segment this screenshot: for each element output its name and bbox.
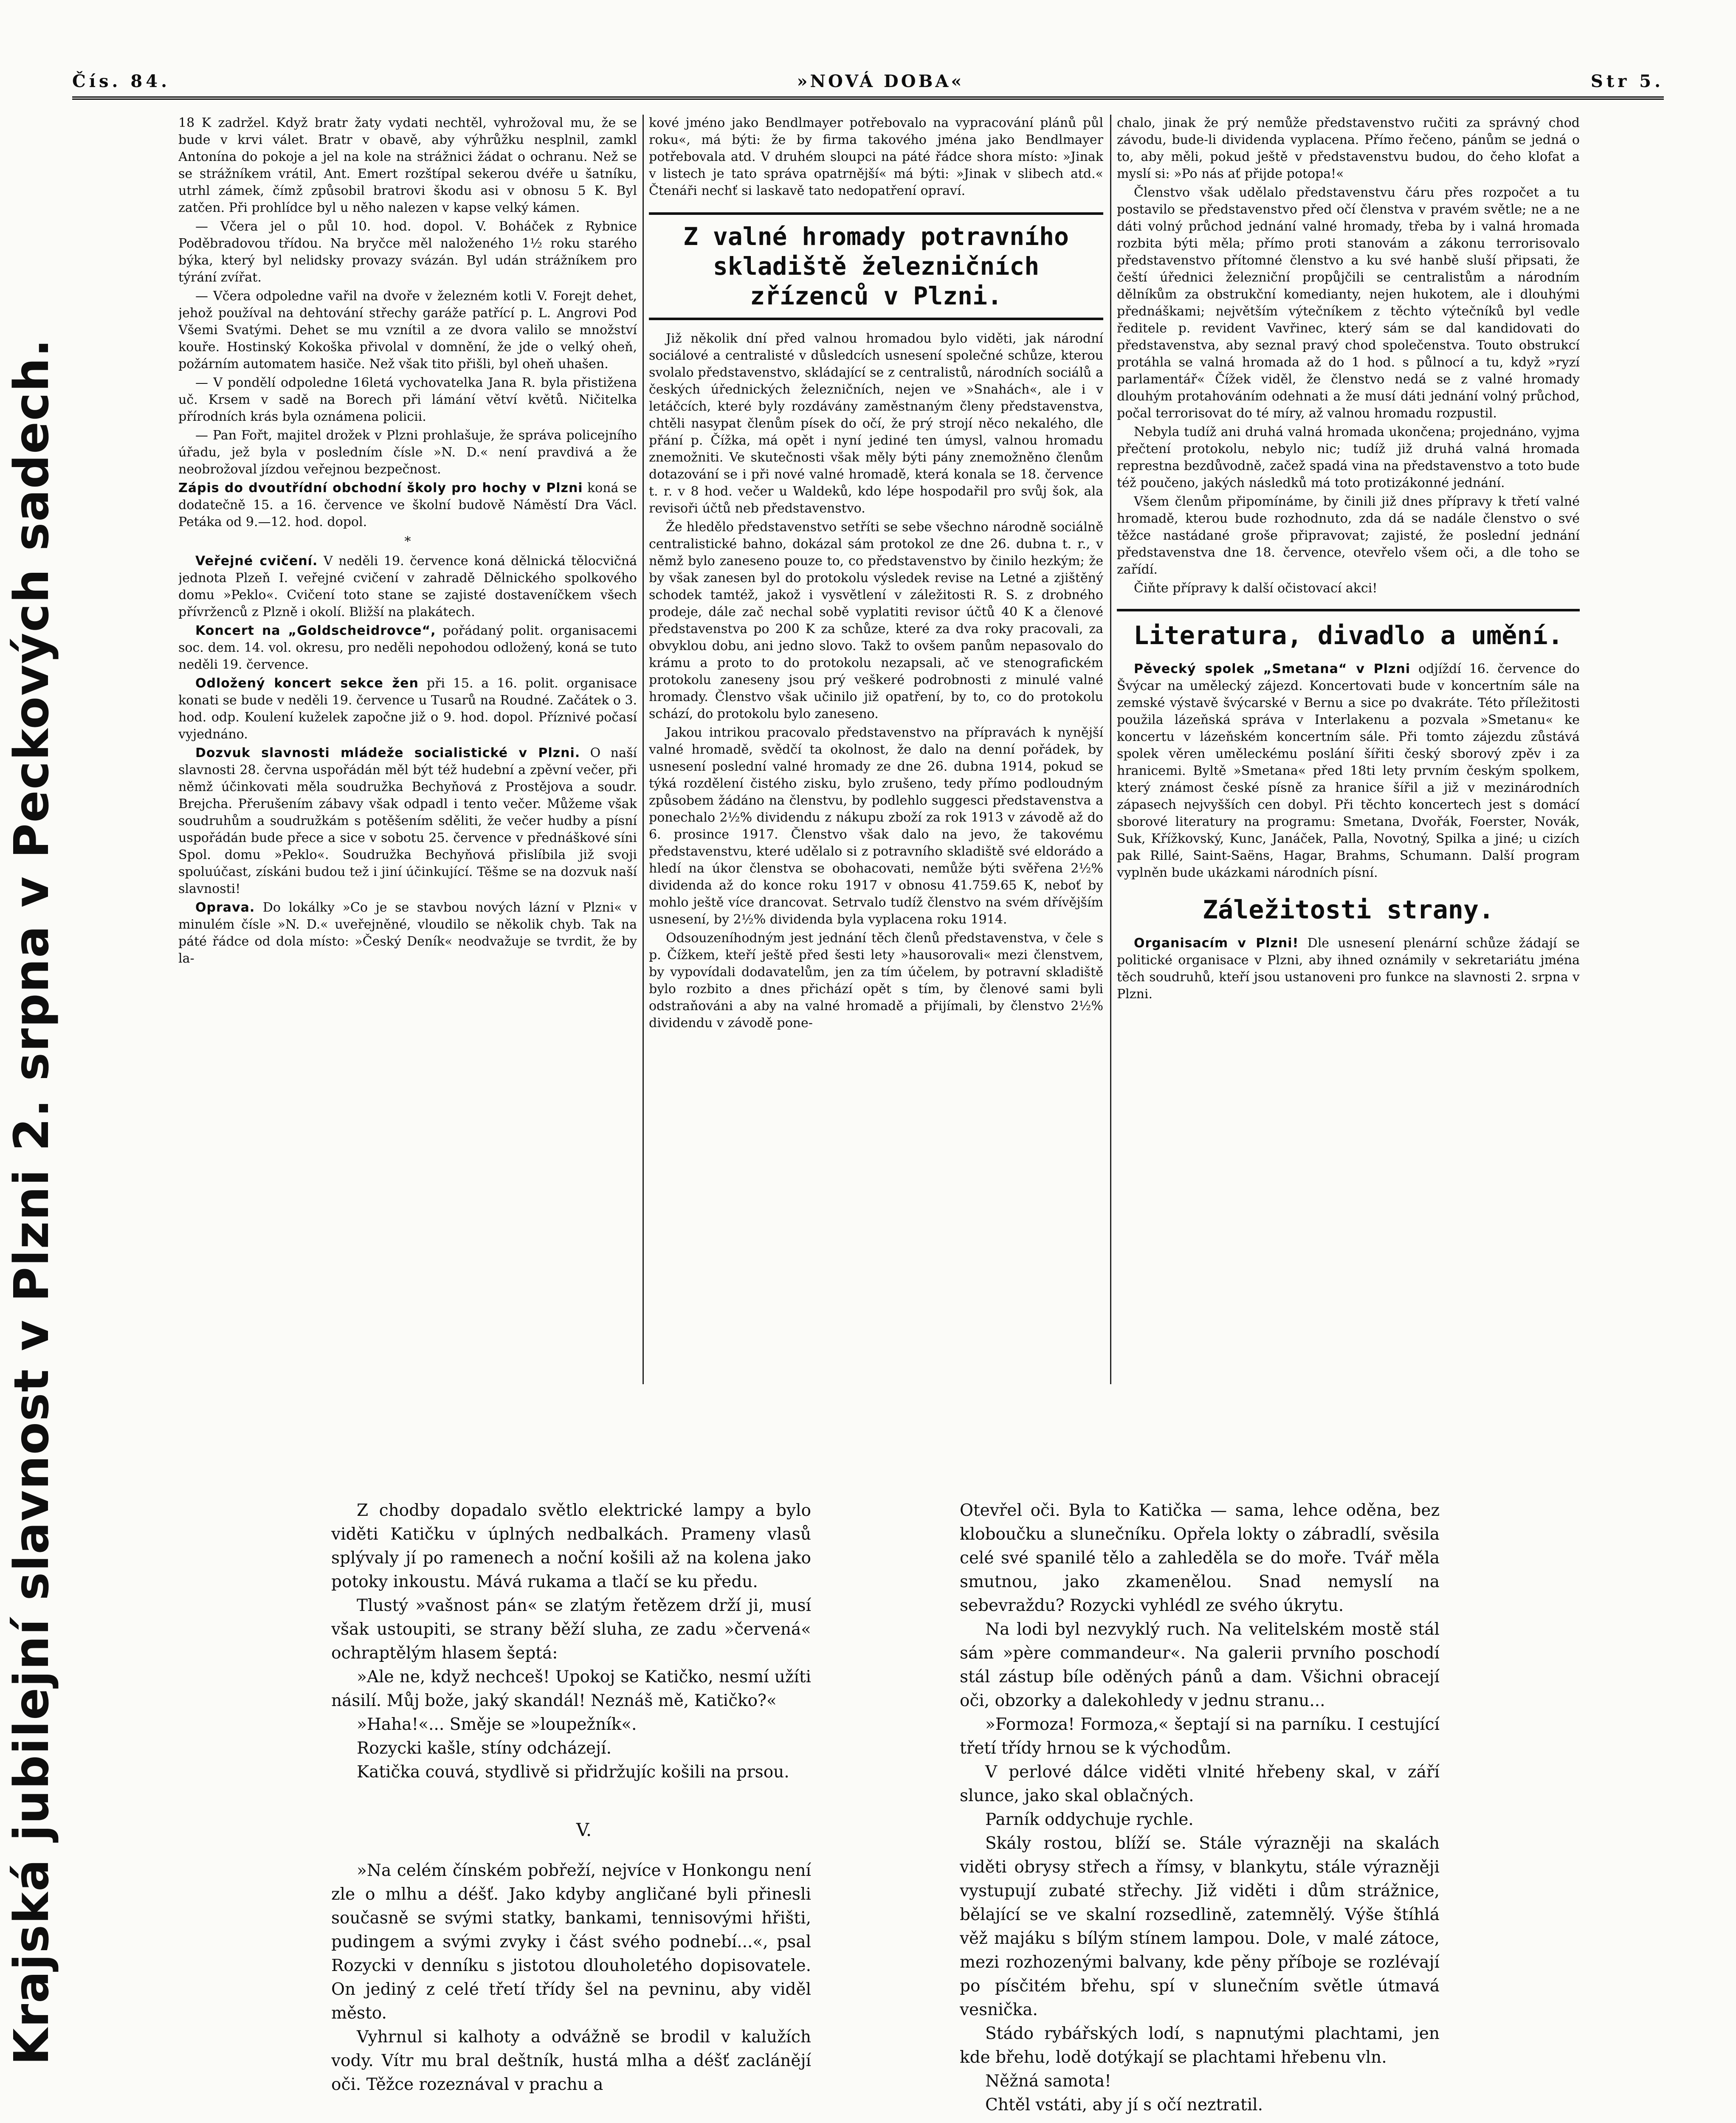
paragraph-text: Vyhrnul si kalhoty a odvážně se brodil v kalužích vody. Vítr mu bral deštník, hustá mlha a déšť zaclánějí oči. Těžce rozeznával v prachu a <box>331 2027 811 2094</box>
paragraph <box>178 374 637 425</box>
paragraph <box>1117 661 1580 881</box>
side-banner <box>0 0 64 2123</box>
paragraph-text: — V pondělí odpoledne 16letá vychovatelka Jana R. byla přistižena uč. Krsem v sadě na Borech při lámání větví květů. Ničitelka přírodních krás byla oznámena policii. <box>178 375 637 424</box>
feuilleton-left-column <box>331 1499 811 2123</box>
paragraph <box>178 622 637 673</box>
paragraph <box>960 1618 1440 1713</box>
paragraph-lead: Organisacím v Plzni! <box>1134 936 1299 951</box>
paragraph <box>960 2093 1440 2117</box>
paragraph-text: Skály rostou, blíží se. Stále výrazněji na skalách viděti obrysy střech a římsy, v blankytu, stále výrazněji vystupují zubaté střechy. Již viděti i dům strážnice, bělající se ve skalní rozsedlině, zatemnělý. Výše štíhlá věž majáku s bílým stínem lampou. Dole, v malé zátoce, mezi rozhozenými balvany, kde pěny příboje se rozlévají po písčitém břehu, spí v slunečním světle útmavá vesnička. <box>960 1834 1440 2019</box>
paragraph-text: Do lokálky »Co je se stavbou nových lázní v Plzni« v minulém čísle »N. D.« uveřejněné, vloudilo se několik chyb. Tak na páté řádce od dola místo: »Český Deník« neodvažuje se tvrdit, že by la- <box>178 900 637 966</box>
paragraph <box>649 930 1103 1032</box>
paragraph-text: Odsouzeníhodným jest jednání těch členů představenstva, v čele s p. Čížkem, kteří ještě před šesti lety »hausorovali« mezi členstvem, by vypovídali dodavatelům, jen za tím účelem, by potravní skladiště bylo rozbito a dnes přichází opět s tím, by členové sami byli odstraňováni a aby na valné hromadě a přijímali, by členstvo 2½% dividendu v závodě pone- <box>649 931 1103 1031</box>
paragraph <box>649 519 1103 723</box>
paragraph-text: — Pan Fořt, majitel drožek v Plzni prohlašuje, že správa policejního úřadu, jež byla v posledním čísle »N. D.« není pravdivá a že neobrožoval jízdou veřejnou bezpečnost. <box>178 428 637 477</box>
paragraph <box>649 724 1103 928</box>
paragraph-text: Že hledělo představenstvo setříti se sebe všechno národně sociálně centralistické bahno, dokázal sám protokol ze dne 26. dubna t. r., v němž bylo zaneseno pouze to, co představenstvo by činilo hezkým; že by však zanesen byl do protokolu výsledek revise na Letné a zjištěný schodek tamtéž, jakož i vysvětlení v záležitosti R. S. z drobného prodeje, dále zač nechal sobě vyplatiti revisor účtů 40 K a členové představenstva po 200 K za schůze, které za dva roky pracovali, za obvyklou dobu, ani jedno slovo. Takž to ovšem panům nepasovalo do krámu a proto to do protokolu nezapsali, ač ve stenografickém protokolu zaneseny jsou prý veškeré podrobnosti z minulé valné hromady. Členstvo však učinilo již opatření, by to, co do protokolu schází, do protokolu bylo zaneseno. <box>649 520 1103 721</box>
paragraph <box>331 1737 811 1760</box>
paragraph-text: Čiňte přípravy k další očistovací akci! <box>1134 581 1378 596</box>
paragraph <box>1117 424 1580 492</box>
paragraph-text: kové jméno jako Bendlmayer potřebovalo na vypracování plánů půl roku«, má býti: že by firma takového jména jako Bendlmayer potřebovala atd. V druhém sloupci na páté řádce shora místo: »Jinak v listech je tato správa opatrnější« má býti: »Jinak v slibech atd.« Čtenáři nechť si laskavě tato nedopatření opraví. <box>649 115 1103 198</box>
page-number: Str 5. <box>1590 71 1664 91</box>
paragraph-lead: Pěvecký spolek „Smetana“ v Plzni <box>1134 662 1411 676</box>
chapter-number: V. <box>576 1819 592 1840</box>
separator-asterisk: * <box>404 534 411 549</box>
paragraph-text: Již několik dní před valnou hromadou bylo viděti, jak národní sociálové a centralisté v důsledcích usnesení společné schůze, kterou svolalo představenstvo, skládající se z centralistů, národních sociálů a českých úřednických železničních, nejen ve »Snahách«, ale i v letáčcích, které byly rozdávány zaměstnaným členy představenstva, chtěli nasypat členům písek do očí, že prý strojí něco nekalého, dle přání p. Čížka, má opět i nyní jediné ten úmysl, valnou hromadu znemožniti. Ve skutečnosti však měly býti pány znemožněno členům dotazování se i při nové valné hromadě, která konala se 18. července t. r. v 8 hod. večer u Waldeků, kdo lépe hospodařil pro svůj šok, ala revisoři účtů neb představenstvo. <box>649 331 1103 516</box>
paragraph-text: »Haha!«... Směje se »loupežník«. <box>357 1715 637 1734</box>
column-rule <box>1110 115 1111 1384</box>
paragraph <box>178 553 637 621</box>
paragraph-text: — Včera jel o půl 10. hod. dopol. V. Boháček z Rybnice Poděbradovou třídou. Na bryčce měl naloženého 1½ roku starého býka, který byl nelidsky provazy svázán. Byl udán strážníkem pro týrání zvířat. <box>178 219 637 285</box>
paragraph <box>331 1713 811 1737</box>
news-column-2 <box>649 115 1103 1384</box>
paragraph <box>960 1713 1440 1760</box>
paragraph-text: Chtěl vstáti, aby jí s očí neztratil. <box>985 2095 1263 2115</box>
paragraph-text: Stádo rybářských lodí, s napnutými plachtami, jen kde břehu, lodě dotýkají se plachtami hřebenu vln. <box>960 2024 1440 2067</box>
paragraph-text: V perlové dálce viděti vlnité hřebeny skal, v září slunce, jako skal oblačných. <box>960 1763 1440 1805</box>
newspaper-title: »NOVÁ DOBA« <box>797 71 964 91</box>
paragraph <box>178 115 637 217</box>
paragraph <box>331 1594 811 1665</box>
news-column-1 <box>178 115 637 1384</box>
paragraph-text: Nebyla tudíž ani druhá valná hromada ukončena; projednáno, vyjma přečtení protokolu, nebylo nic; tudíž již druhá valná hromada represtna bezdůvodně, začež spadá vina na představenstvo a toto bude též poučeno, jakých následků má toto protizákonné jednání. <box>1117 425 1580 490</box>
paragraph-text: chalo, jinak že prý nemůže představenstvo ručiti za správný chod závodu, bude-li dividenda vyplacena. Přímo řečeno, pánům se jedná o to, aby měli, pokud ještě v představenstvu budou, do čeho klofat a myslí si: »Po nás ať přijde potopa!« <box>1117 115 1580 181</box>
paragraph <box>178 427 637 478</box>
paragraph <box>960 1832 1440 2022</box>
paragraph-text: O naší slavnosti 28. června uspořádán měl být též hudební a zpěvní večer, při němž účinkovati měla soudružka Bechyňová z Prostějova a soudr. Brejcha. Přerušením zábavy však odpadl i tento večer. Můžeme však soudruhům a soudružkám s potěšením sděliti, že večer hudby a písní uspořádán bude přece a sice v sobotu 25. července v přednáškové síni Spol. domu »Peklo«. Soudružka Bechyňová přislíbila již svoji spoluúčast, získáni budou tež i jiní účinkující. Těšme se na dozvuk naší slavnosti! <box>178 746 637 896</box>
paragraph-text: »Na celém čínském pobřeží, nejvíce v Honkongu není zle o mlhu a déšť. Jako kdyby angličané byli přinesli současně se svými statky, bankami, tennisovými hřišti, pudingem a svými zvyky i část svého podnebí...«, psal Rozycki v denníku s jistotou dlouholetého dopisovatele. On jediný z celé třetí třídy šel na pevninu, aby viděl město. <box>331 1861 811 2023</box>
section-headline: Záležitosti strany. <box>1202 895 1494 925</box>
paragraph <box>649 330 1103 517</box>
news-column-3 <box>1117 115 1580 1384</box>
paragraph <box>960 2022 1440 2070</box>
paragraph-text: Otevřel oči. Byla to Katička — sama, lehce oděna, bez kloboučku a slunečníku. Opřela lokty o zábradlí, svěsila celé své spanilé tělo a zahleděla se do moře. Tvář měla smutnou, jako zkamenělou. Snad nemyslí na sebevraždu? Rozycki vyhlédl ze svého úkrytu. <box>960 1501 1440 1615</box>
paragraph-text: — Včera odpoledne vařil na dvoře v železném kotli V. Forejt dehet, jehož používal na dehtování střechy garáže patřící p. L. Angrovi Pod Všemi Svatými. Dehet se mu vznítil a ze dvora valilo se množství kouře. Hostinský Kokoška přivolal v domnění, že jde o velký oheň, požárním automatem hasiče. Než však tito přišli, byl oheň uhašen. <box>178 289 637 372</box>
paragraph-text: pořádaný polit. organisacemi soc. dem. 14. vol. okresu, pro neděli nepohodou odložený, koná se tuto neděli 19. července. <box>178 623 637 672</box>
paragraph <box>178 745 637 898</box>
side-banner-text: Krajská jubilejní slavnost v Plzni 2. srpna v Peckových sadech. <box>4 338 59 2065</box>
paragraph <box>178 899 637 967</box>
paragraph-text: »Ale ne, když nechceš! Upokoj se Katičko, nesmí užíti násilí. Můj bože, jaký skandál! Neznáš mě, Katičko?« <box>331 1667 811 1710</box>
paragraph-text: Katička couvá, stydlivě si přidržujíc košili na prsou. <box>357 1763 789 1782</box>
paragraph-text: Dle usnesení plenární schůze žádají se politické organisace v Plzni, aby ihned oznámily v sekretariátu jména těch soudruhů, kteří jsou ustanoveni pro funkce na slavnosti 2. srpna v Plzni. <box>1117 936 1580 1002</box>
paragraph <box>178 480 637 531</box>
paragraph <box>331 1665 811 1713</box>
paragraph <box>1117 493 1580 578</box>
paragraph <box>331 1859 811 2025</box>
paragraph-text: 18 K zadržel. Když bratr žaty vydati nechtěl, vyhrožoval mu, že se bude v krvi válet. Bratr v obavě, aby výhrůžku nesplnil, zamkl Antonína do pokoje a jel na kole na strážnici žádat o ochranu. Než se se strážníkem vrátil, Ant. Emert rozštípal sekerou dvéře u šatníku, utrhl zámek, čímž způsobil bratrovi škodu asi v obnosu 5 K. Byl zatčen. Při prohlídce byl u něho nalezen v kapse velký kámen. <box>178 115 637 215</box>
paragraph <box>178 675 637 743</box>
paragraph <box>331 1760 811 1784</box>
article-headline: Z valné hromady potravního skladiště železničních zřízenců v Plzni. <box>649 212 1103 320</box>
paragraph <box>331 1499 811 1594</box>
paragraph <box>960 2070 1440 2093</box>
paragraph <box>331 2025 811 2097</box>
paragraph-text: Všem členům připomínáme, by činili již dnes přípravy k třetí valné hromadě, kterou bude rozhodnuto, zda dá se nadále členstvo o své těžce nastádané groše připravovat; zajisté, že poslední jednání představenstva dne 18. července, otevřelo všem oči, a dle toho se zařídí. <box>1117 494 1580 577</box>
paragraph-text: Členstvo však udělalo představenstvu čáru přes rozpočet a tu postavilo se představenstvo před očí členstva v pravém světle; ne a ne dáti volný průchod jednání valné hromady, třeba by i valná hromada rozbita býti měla; přímo proti stanovám a zákonu terrorisovalo představenstvo přítomné členstvo a ku své hanbě sluší připsati, že čeští úřednici železniční propůjčili se centralistům a národním dělníkům za obstrukční komedianty, nejen hukotem, ale i dlouhými přednáškami; největším výtečníkem z těchto výtečníků byl vedle ředitele p. revident Vavřinec, který sám se dal kandidovati do představenstva, aby seznal pravý chod společenstva. Touto obstrukcí protáhla se valná hromada až do 1 hod. s půlnocí a tu, když »ryzí parlamentář« Čížek viděl, že členstvo nedá se z valné hromady dlouhým protahováním odehnati a že musí dáti jednání volný průchod, počal terrorisovat do té míry, až valnou hromadu rozpustil. <box>1117 185 1580 421</box>
paragraph <box>960 1760 1440 1808</box>
paragraph-lead: Veřejné cvičení. <box>195 554 318 569</box>
paragraph <box>960 1499 1440 1618</box>
page-header <box>72 62 1664 100</box>
paragraph <box>1117 115 1580 183</box>
paragraph-text: Rozycki kašle, stíny odcházejí. <box>357 1739 612 1758</box>
column-rule <box>643 115 644 1384</box>
paragraph-text: Parník oddychuje rychle. <box>985 1810 1194 1829</box>
paragraph-text: Z chodby dopadalo světlo elektrické lampy a bylo viděti Katičku v úplných nedbalkách. Prameny vlasů splývaly jí po ramenech a noční košili až na kolena jako potoky inkoustu. Mává rukama a tlačí se ku předu. <box>331 1501 811 1591</box>
paragraph <box>178 218 637 286</box>
paragraph-lead: Oprava. <box>195 900 255 915</box>
paragraph <box>1117 580 1580 597</box>
paragraph-text: při 15. a 16. polit. organisace konati se bude v neděli 19. července u Tusarů na Roudné. Začátek o 3. hod. odp. Koulení kuželek započne již o 9. hod. dopol. Příznivé počasí vyjednáno. <box>178 676 637 742</box>
paragraph-lead: Odložený koncert sekce žen <box>195 676 419 691</box>
feuilleton-right-column <box>960 1499 1440 2123</box>
paragraph-text: »Formoza! Formoza,« šeptají si na parníku. I cestující třetí třídy hrnou se k východům. <box>960 1715 1440 1758</box>
section-headline: Literatura, divadlo a umění. <box>1117 609 1580 652</box>
paragraph-text: Tlustý »vašnost pán« se zlatým řetězem drží ji, musí však ustoupiti, se strany běží sluha, ze zadu »červená« ochraptělým hlasem šeptá: <box>331 1596 811 1663</box>
paragraph-lead: Koncert na „Goldscheidrovce“, <box>195 623 436 638</box>
paragraph-text: V neděli 19. července koná dělnická tělocvičná jednota Plzeň I. veřejné cvičení v zahradě Dělnického spolkového domu »Peklo«. Cvičení toto stane se zajisté dostaveníčkem všech přívrženců z Plzně i okolí. Bližší na plakátech. <box>178 554 637 619</box>
issue-number: Čís. 84. <box>72 71 170 91</box>
paragraph <box>960 1808 1440 1832</box>
paragraph-lead: Zápis do dvoutřídní obchodní školy pro hochy v Plzni <box>178 481 583 496</box>
paragraph-lead: Dozvuk slavnosti mládeže socialistické v Plzni. <box>195 746 581 760</box>
paragraph-text: Něžná samota! <box>985 2072 1111 2091</box>
paragraph <box>178 288 637 373</box>
paragraph <box>1117 935 1580 1003</box>
paragraph-text: koná se dodatečně 15. a 16. července ve školní budově Náměstí Dra Václ. Petáka od 9.—12. hod. dopol. <box>178 481 637 529</box>
paragraph-text: Jakou intrikou pracovalo představenstvo na přípravách k nynější valné hromadě, svědčí ta okolnost, že dalo na denní pořádek, by usnesení poslední valné hromady ze dne 26. dubna 1914, pokud se týká rozdělení čistého zisku, bylo zrušeno, tedy přímo podloudným způsobem žádáno na členstvu, by podlehlo suggesci představenstva a ponechalo 2½% dividendu z nákupu zboží za rok 1913 v závodě až do 6. prosince 1917. Členstvo však dalo na jevo, že takovému představenstvu, které udělalo si z potravního skladiště své eldorádo a hledí na úkor členstva se obohacovati, nemůže býti svěřena 2½% dividenda až do konce roku 1917 v obnosu 41.759.65 K, neboť by mohlo ještě více drancovat. Setrvalo tudíž členstvo na svém dřívějším usnesení, by 2½% dividenda byla vyplacena roku 1914. <box>649 725 1103 927</box>
paragraph <box>649 115 1103 200</box>
paragraph-text: odjíždí 16. července do Švýcar na umělecký zájezd. Koncertovati bude v koncertním sále na zemské výstavě švýcarské v Bernu a sice po dvakráte. Této příležitosti použila lázeňská správa v Interlakenu a pozvala »Smetanu« ke koncertu v lázeňském koncertním sále. Při tomto zájezdu zůstává spolek věren uměleckému poslání šířiti český sborový zpěv i za hranicemi. Byltě »Smetana« před 18ti lety prvním českým spolkem, který známost české písně za hranice šířil a již v mezinárodních zápasech nejvyšších cen dobyl. Při těchto koncertech jest s domácí sborové literatury na programu: Smetana, Dvořák, Foerster, Novák, Suk, Křížkovský, Kunc, Janáček, Palla, Novotný, Spilka a jiné; u cizích pak Rillé, Saint-Saëns, Hagar, Brahms, Schumann. Další program vyplněn bude ukázkami národních písní. <box>1117 662 1580 880</box>
paragraph-text: Na lodi byl nezvyklý ruch. Na velitelském mostě stál sám »père commandeur«. Na galerii prvního poschodí stál zástup bíle oděných pánů a dam. Všichni obracejí oči, obzorky a dalekohledy v jednu stranu... <box>960 1620 1440 1710</box>
paragraph <box>1117 184 1580 422</box>
